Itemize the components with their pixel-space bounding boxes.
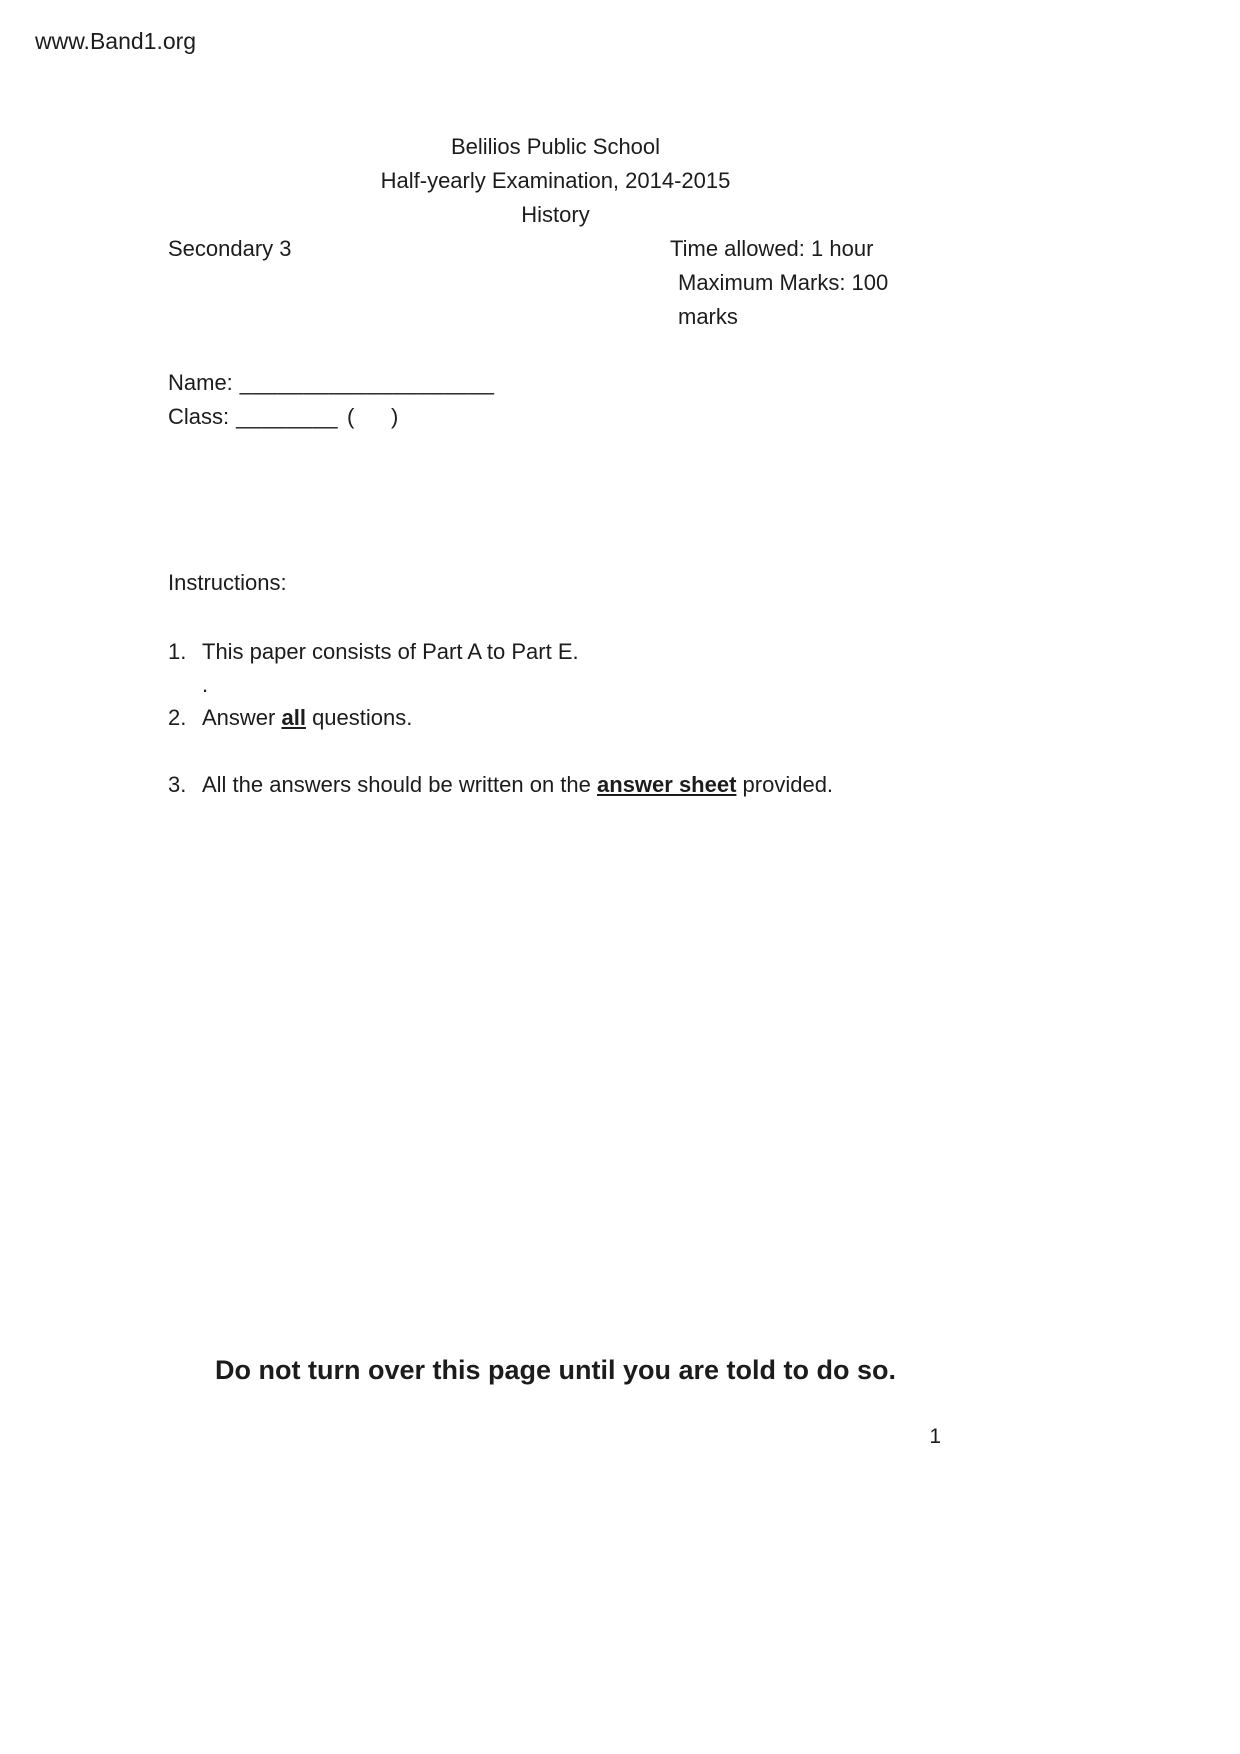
instruction-number: 2. <box>168 705 187 730</box>
time-marks-block <box>670 232 943 334</box>
do-not-turn-warning: Do not turn over this page until you are told to do so. <box>215 1355 896 1385</box>
instruction-number: 3. <box>168 772 187 797</box>
class-level: Secondary 3 <box>168 236 292 261</box>
maximum-marks: Maximum Marks: 100 marks <box>678 270 889 329</box>
class-field-row <box>168 400 495 434</box>
stray-period: . <box>202 672 209 697</box>
name-label: Name: <box>168 370 233 395</box>
class-blank-line: ________ <box>236 404 339 429</box>
student-info <box>168 366 495 434</box>
name-field-row <box>168 366 495 400</box>
school-name: Belilios Public School <box>450 134 661 159</box>
page-number: 1 <box>929 1425 941 1448</box>
exam-title: Half-yearly Examination, 2014-2015 <box>380 168 731 193</box>
instruction-item-1 <box>168 637 943 667</box>
name-blank-line: ____________________ <box>239 370 495 395</box>
time-allowed: Time allowed: 1 hour <box>670 236 874 261</box>
instruction-item-3 <box>168 770 943 800</box>
class-number-parentheses: ( ) <box>347 404 399 429</box>
instruction-item-2 <box>168 703 943 733</box>
instruction-text: All the answers should be written on the answer sheet provided. <box>202 772 834 797</box>
exam-header <box>168 130 943 232</box>
subject-name: History <box>521 202 590 227</box>
site-watermark: www.Band1.org <box>35 28 197 54</box>
instructions-heading: Instructions: <box>168 570 287 595</box>
class-label: Class: <box>168 404 230 429</box>
instruction-text: Answer all questions. <box>202 705 413 730</box>
page-content <box>168 0 943 1754</box>
instruction-number: 1. <box>168 639 187 664</box>
exam-meta <box>168 232 943 334</box>
instruction-text: This paper consists of Part A to Part E. <box>202 639 579 664</box>
